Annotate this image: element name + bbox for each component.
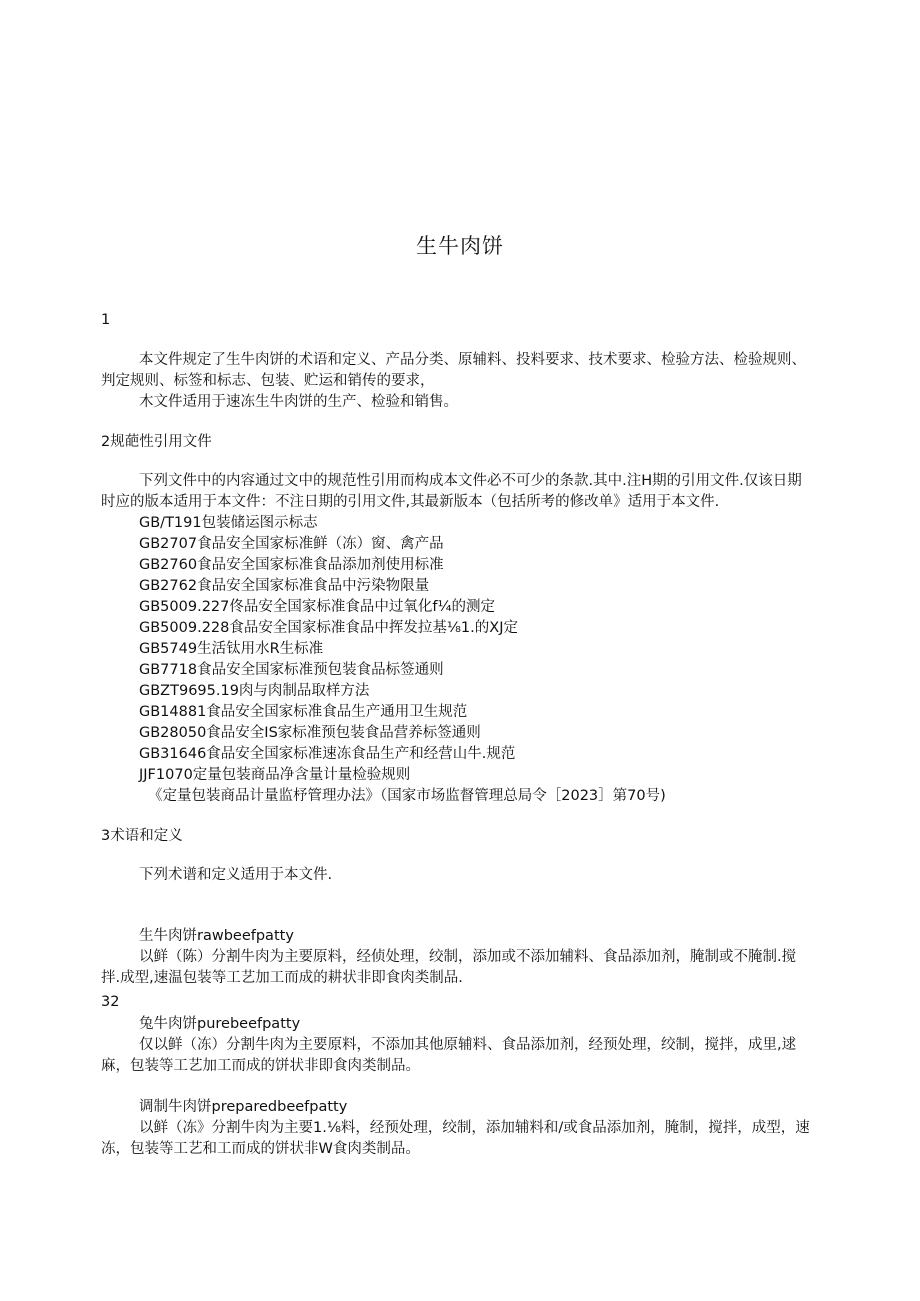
term-name-prepared-beef-patty: 调制牛肉饼preparedbeefpatty: [139, 1099, 348, 1115]
term-name-pure-beef-patty: 兔牛肉饼purebeefpatty: [139, 1016, 301, 1032]
clause-number-32: 32: [101, 994, 120, 1010]
term-definition-line2: 拌.成型,速温包装等工艺加工而成的耕状非即食肉类制品.: [101, 970, 463, 986]
term-definition-line1: 以鲜（冻》分割牛肉为主要1.⅛料，经预处理，绞制，添加辅料和/或食品添加剂，腌制，搅拌，成型，速: [139, 1120, 810, 1136]
term-name-raw-beef-patty: 生牛肉饼rawbeefpatty: [139, 928, 294, 944]
reference-item: GB14881食品安全国家标准食品生产通用卫生规范: [139, 704, 468, 720]
reference-item: GB7718食品安全国家标准预包装食品标签通则: [139, 662, 444, 678]
term-definition-line2: 冻，包装等工艺和工而成的饼状非W食肉类制品。: [101, 1141, 420, 1157]
section-number-1: 1: [101, 312, 111, 328]
reference-item: GB/T191包装储运图示标志: [139, 515, 318, 531]
section-heading-3: 3术语和定义: [101, 828, 183, 844]
section-heading-2: 2规葩性引用文件: [101, 434, 212, 450]
document-title: 生牛肉饼: [416, 234, 504, 258]
term-definition-line1: 以鲜（陈）分割牛肉为主要原料，经侦处理，绞制，添加或不添加辅料、食品添加剂，腌制或不腌制.搅: [139, 949, 797, 965]
references-intro-line2: 时应的版本适用于本文件：不注日期的引用文件,其最新版本（包括所考的修改单》适用于本文件.: [101, 494, 720, 510]
reference-item: GB2760食品安全国家标准食品添加剂使用标准: [139, 557, 444, 573]
term-definition-line1: 仅以鲜（冻）分割牛肉为主要原料，不添加其他原辅料、食品添加剂，经预处理，绞制，搅拌，成里,逑: [139, 1037, 797, 1053]
scope-paragraph-line2: 判定规则、标签和标志、包装、贮运和销传的要求，: [101, 373, 435, 389]
reference-item: GB2762食品安全国家标准食品中污染物限量: [139, 578, 430, 594]
reference-item: GB5009.228食品安全国家标准食品中挥发拉基⅛1.的XJ定: [139, 620, 518, 636]
scope-paragraph-line1: 本文件规定了生牛肉饼的术语和定义、产品分类、原辅料、投料要求、技术要求、检验方法、检验规则、: [139, 352, 806, 368]
terms-intro: 下列术谱和定义适用于本文件.: [139, 867, 333, 883]
references-intro-line1: 下列文件中的内容通过文中的规范性引用而构成本文件必不可少的条款.其中.注H期的引用文件.仅该日期: [139, 473, 802, 489]
reference-item-regulation: 《定量包装商品计量监杼管理办法》（国家市场监督管理总局令［2023］第70号): [148, 788, 666, 804]
reference-item: GB5009.227佟品安全国家标准食品中过氧化f¼的测定: [139, 599, 496, 615]
term-definition-line2: 麻，包装等工艺加工而成的饼状非即食肉类制品。: [101, 1058, 420, 1074]
reference-item: GB2707食品安全国家标准鲜（冻）窗、禽产品: [139, 536, 444, 552]
reference-item: GB31646食品安全国家标准速冻食品生产和经营山牛.规范: [139, 746, 516, 762]
reference-item: GB5749生活钛用水R生标准: [139, 641, 324, 657]
reference-item: GB28050食品安全IS家标准预包装食品营养标签通则: [139, 725, 481, 741]
reference-item: GBZT9695.19肉与肉制品取样方法: [139, 683, 370, 699]
reference-item: JJF1070定量包装商品净含量计量检验规则: [139, 767, 411, 783]
scope-paragraph2: 木文件适用于速冻生牛肉饼的生产、检验和销售。: [139, 394, 458, 410]
